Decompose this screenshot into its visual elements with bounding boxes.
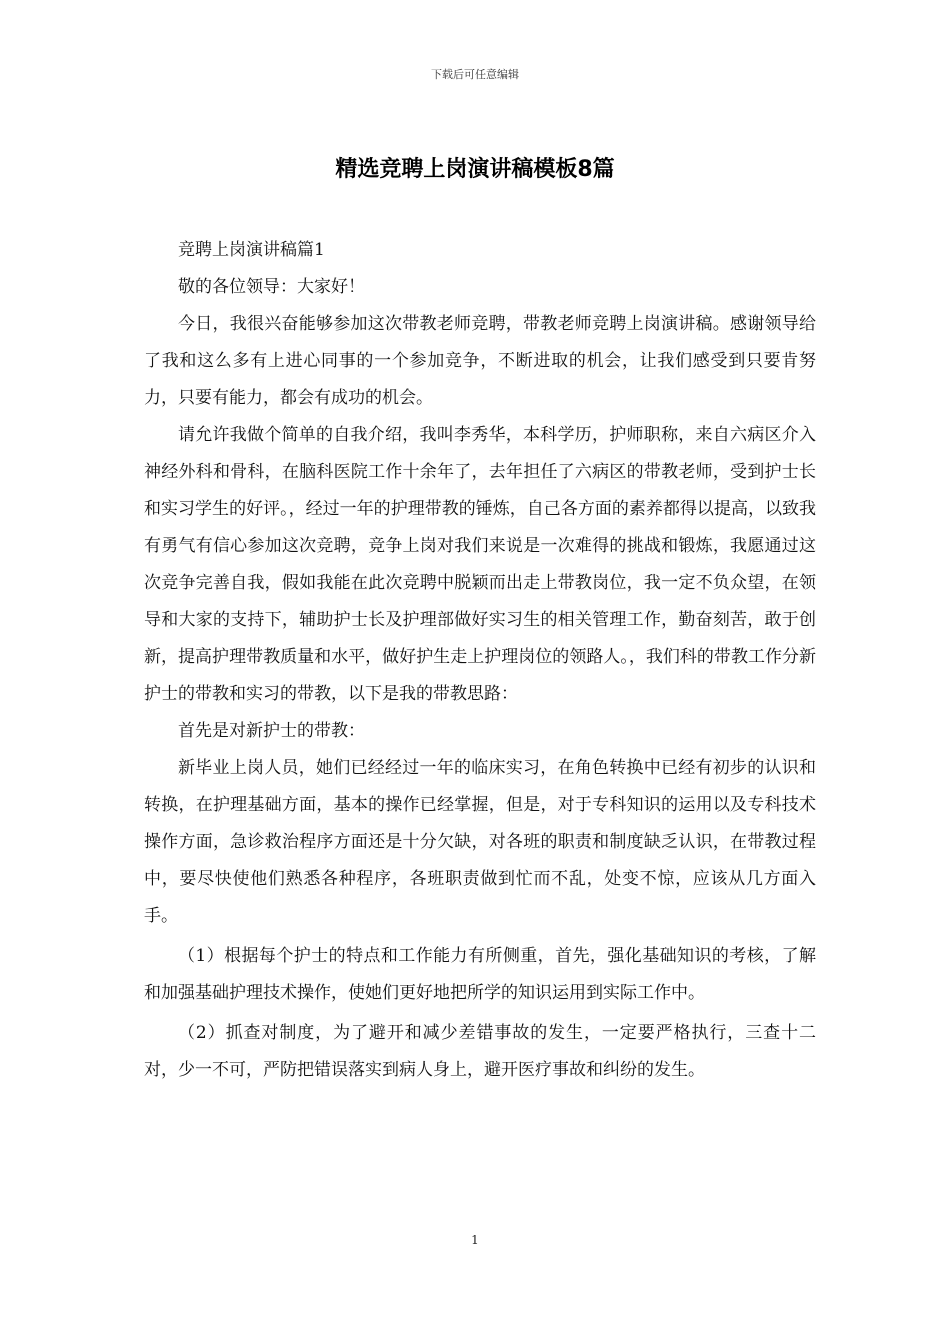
header-note: 下载后可任意编辑 — [431, 68, 519, 81]
paragraph: 今日，我很兴奋能够参加这次带教老师竞聘，带教老师竞聘上岗演讲稿。感谢领导给了我和这么多有上进心同事的一个参加竞争，不断进取的机会，让我们感受到只要肯努力，只要有能力，都会有成功的机会。 — [144, 314, 816, 408]
paragraph: 新毕业上岗人员，她们已经经过一年的临床实习，在角色转换中已经有初步的认识和转换，在护理基础方面，基本的操作已经掌握，但是，对于专科知识的运用以及专科技术操作方面，急诊救治程序方面还是十分欠缺，对各班的职责和制度缺乏认识，在带教过程中，要尽快使他们熟悉各种程序，各班职责做到忙而不乱，处变不惊，应该从几方面入手。 — [144, 758, 816, 926]
paragraph: 首先是对新护士的带教： — [178, 721, 365, 741]
salutation: 敬的各位领导：大家好！ — [178, 277, 365, 297]
document-title: 精选竞聘上岗演讲稿模板8篇 — [335, 157, 615, 182]
document-body — [144, 232, 816, 1089]
paragraph: （1）根据每个护士的特点和工作能力有所侧重，首先，强化基础知识的考核，了解和加强基础护理技术操作，使她们更好地把所学的知识运用到实际工作中。 — [144, 946, 816, 1003]
page-number: 1 — [471, 1233, 479, 1247]
paragraph: 请允许我做个简单的自我介绍，我叫李秀华，本科学历，护师职称，来自六病区介入神经外科和骨科，在脑科医院工作十余年了，去年担任了六病区的带教老师，受到护士长和实习学生的好评。，经过一年的护理带教的锤炼，自己各方面的素养都得以提高，以致我有勇气有信心参加这次竞聘，竞争上岗对我们来说是一次难得的挑战和锻炼，我愿通过这次竞争完善自我，假如我能在此次竞聘中脱颖而出走上带教岗位，我一定不负众望，在领导和大家的支持下，辅助护士长及护理部做好实习生的相关管理工作，勤奋刻苦，敢于创新，提高护理带教质量和水平，做好护生走上护理岗位的领路人。，我们科的带教工作分新护士的带教和实习的带教，以下是我的带教思路： — [144, 425, 816, 704]
paragraph: （2）抓查对制度，为了避开和减少差错事故的发生，一定要严格执行，三查十二对，少一不可，严防把错误落实到病人身上，避开医疗事故和纠纷的发生。 — [144, 1023, 816, 1080]
section-heading: 竞聘上岗演讲稿篇1 — [178, 240, 325, 260]
